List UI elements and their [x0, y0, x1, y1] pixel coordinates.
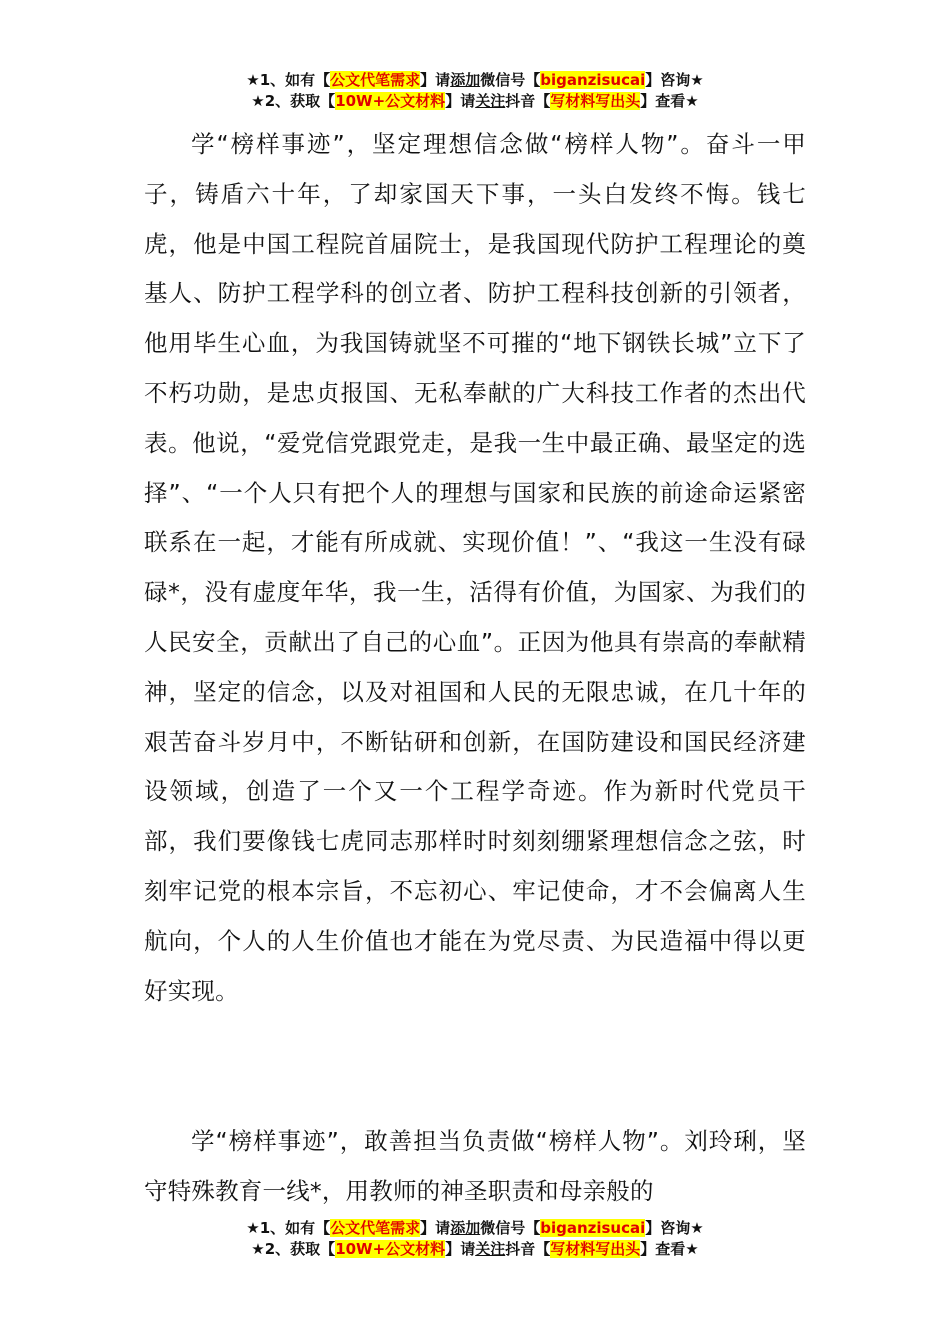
body-paragraph-2: 学“榜样事迹”，敢善担当负责做“榜样人物”。刘玲琍，坚守特殊教育一线*，用教师的神圣职责和母亲般的 [144, 1127, 806, 1205]
banner-text: 】请 [420, 1219, 451, 1237]
banner-text: 微信号【 [480, 1219, 541, 1237]
footer-banner [0, 1218, 950, 1260]
body-paragraph-1: 学“榜样事迹”，坚定理想信念做“榜样人物”。奋斗一甲子，铸盾六十年，了却家国天下事，一头白发终不悔。钱七虎，他是中国工程院首届院士，是我国现代防护工程理论的奠基人、防护工程学科的创立者、防护工程科技创新的引领者，他用毕生心血，为我国铸就坚不可摧的“地下钢铁长城”立下了不朽功勋，是忠贞报国、无私奉献的广大科技工作者的杰出代表。他说，“爱党信党跟党走，是我一生中最正确、最坚定的选择”、“一个人只有把个人的理想与国家和民族的前途命运紧密联系在一起，才能有所成就、实现价值！”、“我这一生没有碌碌*，没有虚度年华，我一生，活得有价值，为国家、为我们的人民安全，贡献出了自己的心血”。正因为他具有崇高的奉献精神，坚定的信念，以及对祖国和人民的无限忠诚，在几十年的艰苦奋斗岁月中，不断钻研和创新，在国防建设和国民经济建设领域，创造了一个又一个工程学奇迹。作为新时代党员干部，我们要像钱七虎同志那样时时刻刻绷紧理想信念之弦，时刻牢记党的根本宗旨，不忘初心、牢记使命，才不会偏离人生航向，个人的人生价值也才能在为党尽责、为民造福中得以更好实现。 [144, 130, 806, 1005]
banner-text: 】咨询★ [645, 1219, 704, 1237]
star-icon: ★ [246, 1219, 260, 1237]
banner-highlight: 公文代笔需求 [330, 1219, 421, 1237]
banner-underline: 关注 [475, 1240, 506, 1258]
banner-highlight: 10W+公文材料 [335, 1240, 446, 1258]
banner-line-2 [0, 1239, 950, 1260]
banner-highlight: 公文代笔需求 [330, 71, 421, 89]
banner-underline: 关注 [475, 92, 506, 110]
star-icon: ★ [251, 1240, 265, 1258]
banner-text: 2、获取【 [264, 92, 336, 110]
banner-text: 】请 [420, 71, 451, 89]
banner-line-1 [0, 1218, 950, 1239]
banner-text: 抖音【 [505, 92, 551, 110]
banner-highlight: 写材料写出头 [550, 92, 641, 110]
banner-text: 】查看★ [640, 1240, 699, 1258]
banner-text: 】咨询★ [645, 71, 704, 89]
star-icon: ★ [251, 92, 265, 110]
header-banner [0, 70, 950, 112]
banner-text: 】查看★ [640, 92, 699, 110]
banner-text: 1、如有【 [259, 71, 331, 89]
banner-underline: 添加 [450, 1219, 481, 1237]
banner-highlight: biganzisucai [540, 1219, 646, 1237]
banner-line-1 [0, 70, 950, 91]
banner-text: 】请 [445, 92, 476, 110]
banner-underline: 添加 [450, 71, 481, 89]
banner-text: 】请 [445, 1240, 476, 1258]
banner-text: 1、如有【 [259, 1219, 331, 1237]
banner-text: 微信号【 [480, 71, 541, 89]
banner-highlight: biganzisucai [540, 71, 646, 89]
banner-text: 2、获取【 [264, 1240, 336, 1258]
star-icon: ★ [246, 71, 260, 89]
banner-highlight: 10W+公文材料 [335, 92, 446, 110]
banner-text: 抖音【 [505, 1240, 551, 1258]
banner-highlight: 写材料写出头 [550, 1240, 641, 1258]
banner-line-2 [0, 91, 950, 112]
